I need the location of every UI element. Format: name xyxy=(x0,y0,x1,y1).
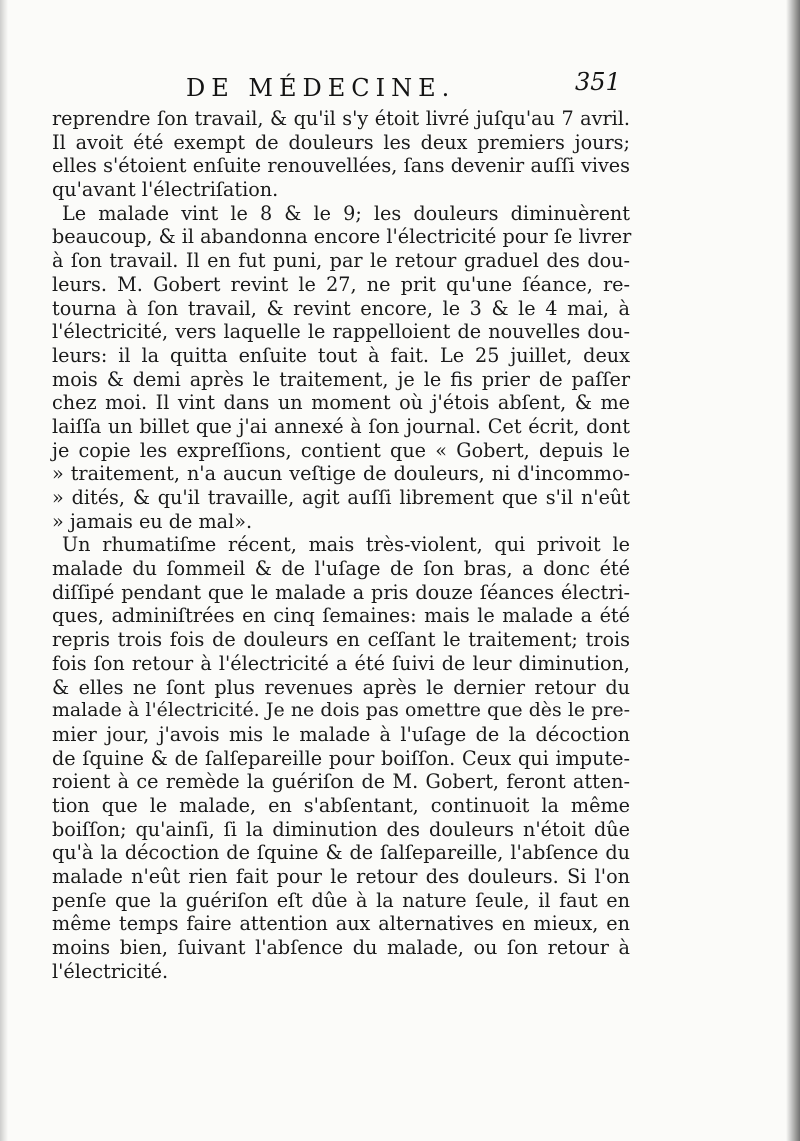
text-line: mois & demi après le traitement, je le fis prier de paſſer xyxy=(52,367,630,391)
text-line: qu'à la décoction de ſquine & de ſalſepareille, l'abſence du xyxy=(52,841,630,865)
text-line: même temps faire attention aux alternatives en mieux, en xyxy=(52,912,630,936)
text-line: penſe que la guériſon eſt dûe à la nature ſeule, il faut en xyxy=(52,888,630,912)
text-line: de ſquine & de ſalſepareille pour boiſſon. Ceux qui impute- xyxy=(52,746,630,770)
text-line: leurs: il la quitta enſuite tout à fait. Le 25 juillet, deux xyxy=(52,343,630,367)
page-gutter-shadow xyxy=(0,0,8,1141)
text-line: malade n'eût rien fait pour le retour des douleurs. Si l'on xyxy=(52,865,630,888)
text-line: Le malade vint le 8 & le 9; les douleurs diminuèrent xyxy=(62,201,630,225)
text-line: mier jour, j'avois mis le malade à l'uſage de la décoction xyxy=(52,722,630,746)
text-line: reprendre ſon travail, & qu'il s'y étoit livré juſqu'au 7 avril. xyxy=(52,107,630,130)
text-line: chez moi. Il vint dans un moment où j'étois abſent, & me xyxy=(52,391,630,415)
text-line: roient à ce remède la guériſon de M. Gobert, feront atten- xyxy=(52,770,630,794)
text-line: à ſon travail. Il en fut puni, par le retour graduel des dou- xyxy=(52,249,630,273)
text-line: beaucoup, & il abandonna encore l'électricité pour ſe livrer xyxy=(52,225,632,249)
text-line: » dités, & qu'il travaille, agit auſſi librement que s'il n'eût xyxy=(52,486,630,509)
text-line: je copie les expreſſions, contient que « Gobert, depuis le xyxy=(52,438,630,462)
running-head: DE MÉDECINE. xyxy=(186,74,456,102)
text-line: boiſſon; qu'ainſi, ſi la diminution des douleurs n'étoit dûe xyxy=(52,817,630,841)
text-line: tion que le malade, en s'abſentant, continuoit la même xyxy=(52,793,630,817)
body-text xyxy=(52,107,630,983)
text-line: fois ſon retour à l'électricité a été ſuivi de leur diminution, xyxy=(52,651,630,675)
text-line: ques, adminiſtrées en cinq ſemaines: mais le malade a été xyxy=(52,604,630,628)
page-edge-shadow xyxy=(786,0,800,1141)
page-number: 351 xyxy=(575,68,621,96)
text-line: l'électricité. xyxy=(52,959,169,983)
text-line: laiſſa un billet que j'ai annexé à ſon journal. Cet écrit, dont xyxy=(52,414,630,438)
text-line: malade à l'électricité. Je ne dois pas omettre que dès le pre- xyxy=(52,699,630,722)
text-line: malade du ſommeil & de l'uſage de ſon bras, a donc été xyxy=(52,557,630,581)
text-line: qu'avant l'électriſation. xyxy=(52,178,279,202)
text-line: Un rhumatiſme récent, mais très-violent, qui privoit le xyxy=(62,533,630,557)
text-line: elles s'étoient enſuite renouvellées, ſans devenir auſſi vives xyxy=(52,154,630,178)
text-line: » traitement, n'a aucun veſtige de douleurs, ni d'incommo- xyxy=(52,462,630,486)
text-line: leurs. M. Gobert revint le 27, ne prit qu'une ſéance, re- xyxy=(52,272,630,296)
text-line: tourna à ſon travail, & revint encore, le 3 & le 4 mai, à xyxy=(52,296,630,320)
text-line: l'électricité, vers laquelle le rappelloient de nouvelles dou- xyxy=(52,320,630,344)
text-line: & elles ne ſont plus revenues après le dernier retour du xyxy=(52,675,630,699)
text-line: moins bien, ſuivant l'abſence du malade, ou ſon retour à xyxy=(52,936,630,960)
text-line: diſſipé pendant que le malade a pris douze ſéances électri- xyxy=(52,580,630,604)
text-line: Il avoit été exempt de douleurs les deux premiers jours; xyxy=(52,130,630,154)
text-line: » jamais eu de mal». xyxy=(52,509,253,533)
text-line: repris trois fois de douleurs en ceſſant le traitement; trois xyxy=(52,628,630,652)
